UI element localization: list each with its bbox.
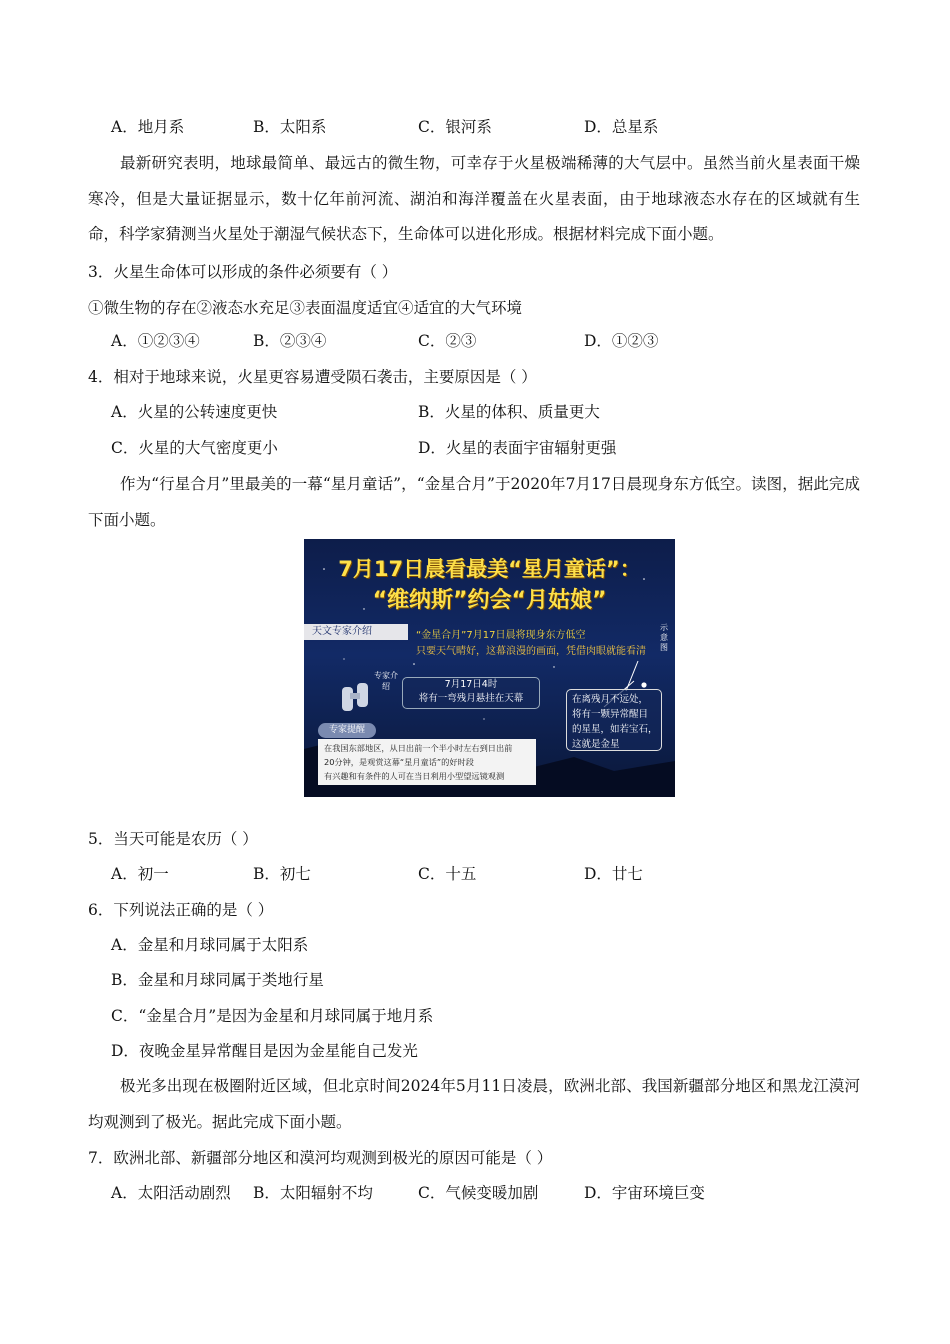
reminder-line3: 有兴趣和有条件的人可在当日利用小型望远镜观测 — [324, 771, 505, 781]
poster-title-line1: 7月17日晨看最美“星月童话”： — [338, 557, 641, 581]
q7-stem: 7．欧洲北部、新疆部分地区和漠河均观测到极光的原因可能是（ ） — [88, 1149, 553, 1167]
passage-venus-moon: 作为“行星合月”里最美的一幕“星月童话”，“金星合月”于2020年7月17日晨现身东方低空。读图，据此完成下面小题。 — [88, 475, 860, 529]
q6-option-c: C．“金星合月”是因为金星和月球同属于地月系 — [111, 1007, 434, 1025]
q7-option-b: B．太阳辐射不均 — [253, 1184, 373, 1202]
time-callout-line1: 7月17日4时 — [444, 679, 498, 690]
q3-option-c: C．②③ — [418, 332, 477, 350]
reminder-line1: 在我国东部地区，从日出前一个半小时左右到日出前 — [324, 743, 513, 753]
q6-stem: 6．下列说法正确的是（ ） — [88, 901, 274, 919]
venus-callout-line2: 将有一颗异常醒目 — [572, 709, 649, 720]
expert-intro-label: 专家介绍 — [374, 671, 398, 691]
q4-option-a: A．火星的公转速度更快 — [111, 403, 278, 421]
venus-callout-line4: 这就是金星 — [572, 739, 620, 750]
q5-stem: 5．当天可能是农历（ ） — [88, 830, 258, 848]
q7-option-a: A．太阳活动剧烈 — [111, 1184, 231, 1202]
passage-aurora: 极光多出现在极圈附近区域，但北京时间2024年5月11日凌晨，欧洲北部、我国新疆部分地区和黑龙江漠河均观测到了极光。据此完成下面小题。 — [88, 1077, 860, 1131]
q2-option-b: B．太阳系 — [253, 118, 327, 136]
q6-option-b: B．金星和月球同属于类地行星 — [111, 971, 324, 989]
q5-option-d: D．廿七 — [584, 865, 643, 883]
time-callout-line2: 将有一弯残月悬挂在天幕 — [418, 693, 524, 704]
q2-option-c: C．银河系 — [418, 118, 492, 136]
q3-option-a: A．①②③④ — [111, 332, 200, 350]
venus-callout-line1: 在离残月不远处， — [572, 694, 649, 705]
q7-option-c: C．气候变暖加剧 — [418, 1184, 539, 1202]
crescent-moon-icon — [610, 631, 656, 695]
q3-statement: ①微生物的存在②液态水充足③表面温度适宜④适宜的大气环境 — [88, 299, 523, 317]
q2-option-d: D．总星系 — [584, 118, 659, 136]
q5-option-b: B．初七 — [253, 865, 311, 883]
q5-option-a: A．初一 — [111, 865, 169, 883]
q6-option-d: D．夜晚金星异常醒目是因为金星能自己发光 — [111, 1042, 418, 1060]
q3-stem: 3．火星生命体可以形成的条件必须要有（ ） — [88, 263, 398, 281]
q7-option-d: D．宇宙环境巨变 — [584, 1184, 705, 1202]
q6-option-a: A．金星和月球同属于太阳系 — [111, 936, 309, 954]
expert-reminder-box — [318, 739, 536, 785]
q4-stem: 4．相对于地球来说，火星更容易遭受陨石袭击，主要原因是（ ） — [88, 368, 537, 386]
q2-option-a: A．地月系 — [111, 118, 185, 136]
expert-intro-tag: 天文专家介绍 — [304, 624, 408, 640]
expert-reminder-tag: 专家提醒 — [318, 723, 376, 738]
q4-option-c: C．火星的大气密度更小 — [111, 439, 278, 457]
q3-option-d: D．①②③ — [584, 332, 659, 350]
venus-moon-poster — [304, 539, 675, 797]
passage-mars-life: 最新研究表明，地球最简单、最远古的微生物，可幸存于火星极端稀薄的大气层中。虽然当前火星表面干燥寒冷，但是大量证据显示，数十亿年前河流、湖泊和海洋覆盖在火星表面，由于地球液态水存在的区域就有生命，科学家猜测当火星处于潮湿气候状态下，生命体可以进化形成。根据材料完成下面小题。 — [88, 154, 860, 243]
q4-option-d: D．火星的表面宇宙辐射更强 — [418, 439, 617, 457]
poster-title-line2: “维纳斯”约会“月姑娘” — [372, 588, 607, 613]
venus-callout — [566, 689, 662, 751]
time-callout — [402, 677, 540, 709]
venus-callout-line3: 的星星，如若宝石， — [572, 724, 658, 735]
poster-banner-line1: “金星合月”7月17日晨将现身东方低空 — [416, 630, 586, 641]
binoculars-icon — [338, 679, 374, 719]
q5-option-c: C．十五 — [418, 865, 477, 883]
diagram-side-label: 示意图 — [660, 623, 668, 652]
q4-option-b: B．火星的体积、质量更大 — [418, 403, 600, 421]
q3-option-b: B．②③④ — [253, 332, 327, 350]
poster-banner-line2: 只要天气晴好，这幕浪漫的画面，凭借肉眼就能看清 — [416, 646, 646, 657]
reminder-line2: 20分钟，是观赏这幕“星月童话”的好时段 — [324, 757, 474, 767]
